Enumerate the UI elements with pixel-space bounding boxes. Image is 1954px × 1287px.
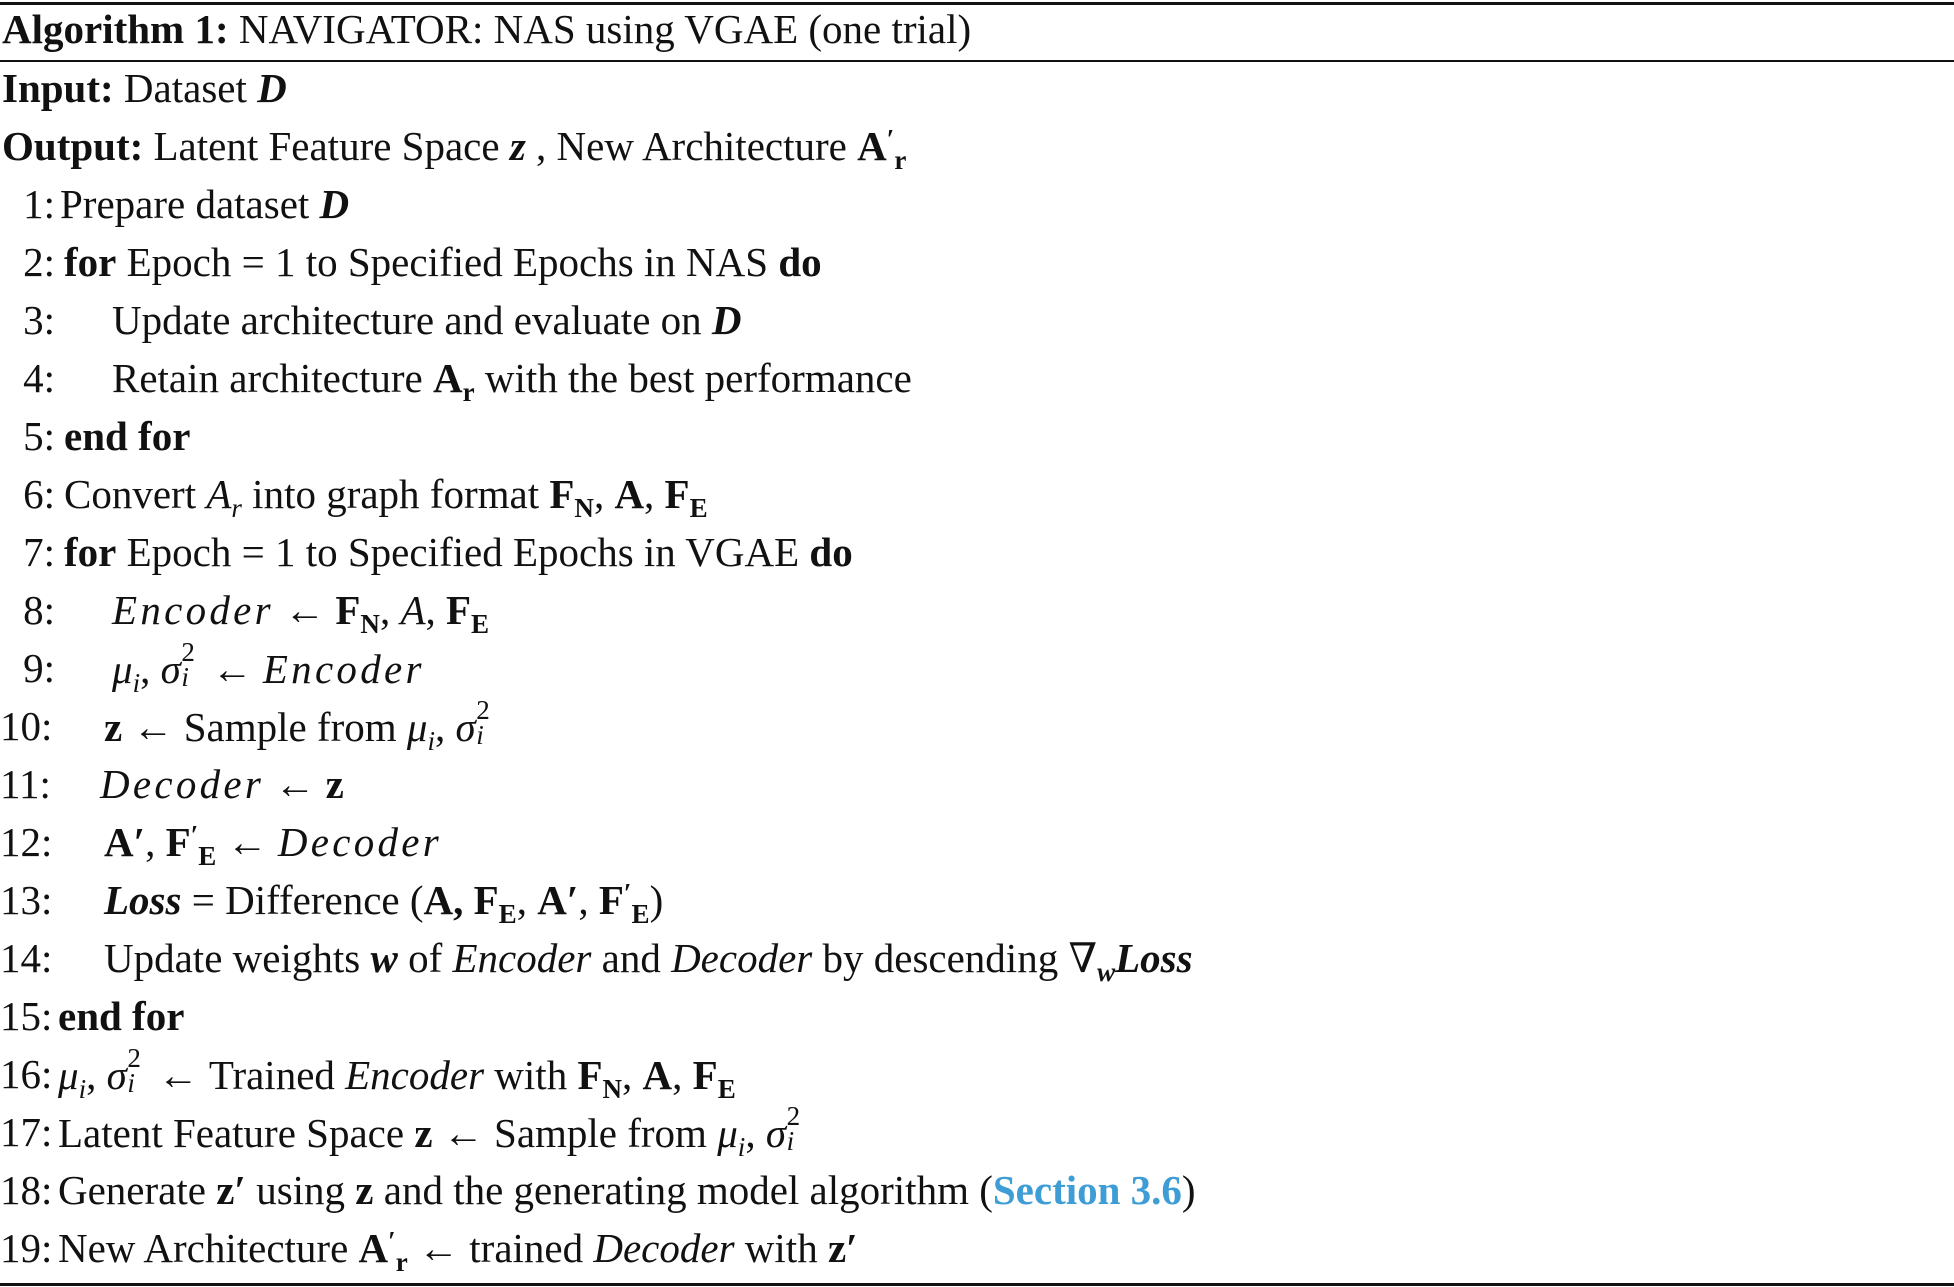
step-number: 16: (0, 1051, 53, 1097)
output-text-2: , New Architecture (536, 123, 847, 169)
output-label: Output: (2, 123, 144, 169)
step-number: 10: (0, 703, 53, 749)
step-number: 2: (23, 239, 55, 285)
output-text-1: Latent Feature Space (153, 123, 500, 169)
step-number: 8: (23, 587, 55, 633)
output-symbol-a: $A'_r$ (857, 123, 907, 175)
step-number: 4: (23, 355, 55, 401)
section-3-6-link[interactable]: Section 3.6 (992, 1167, 1182, 1213)
step-number: 12: (0, 819, 53, 865)
header-rule (0, 60, 1954, 62)
step-number: 15: (0, 993, 53, 1039)
step-number: 7: (23, 529, 55, 575)
step-number: 5: (23, 413, 55, 459)
algorithm-label: Algorithm 1: (2, 6, 229, 52)
input-text: Dataset (123, 65, 247, 111)
step-number: 19: (0, 1225, 53, 1271)
step-number: 6: (23, 471, 55, 517)
input-label: Input: (2, 65, 114, 111)
output-symbol-z: z (509, 123, 526, 169)
step-number: 9: (23, 645, 55, 691)
step-number: 1: (23, 181, 55, 227)
step-number: 14: (0, 935, 53, 981)
algorithm-title: NAVIGATOR: NAS using VGAE (one trial) (238, 6, 972, 52)
step-number: 11: (0, 761, 51, 807)
step-number: 18: (0, 1167, 53, 1213)
bottom-rule (0, 1283, 1954, 1286)
step-number: 13: (0, 877, 53, 923)
step-number: 3: (23, 297, 55, 343)
step-number: 17: (0, 1109, 53, 1155)
input-symbol: D (257, 65, 287, 111)
